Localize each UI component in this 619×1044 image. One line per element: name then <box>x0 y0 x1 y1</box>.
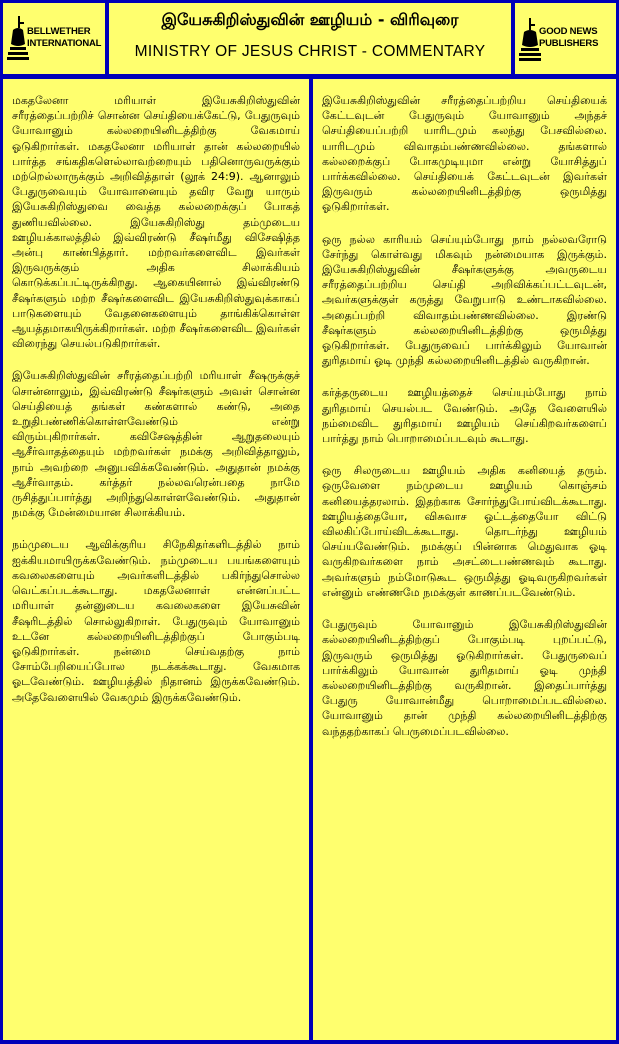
right-column <box>313 79 616 1040</box>
page-title-tamil: இயேசுகிறிஸ்துவின் ஊழியம் - விரிவுரை <box>161 10 459 29</box>
good-news-logo-text <box>539 26 613 50</box>
bellwether-logo-icon <box>7 14 29 62</box>
paragraph: மகதலேனா மரியாள் இயேசுகிறிஸ்துவின் சரீரத்தைப்பற்றிச் சொன்ன செய்தியைக்கேட்டு, பேதுருவும் யோவானும் கல்லறையினிடத்திற்கு வேகமாய் ஓடுகிறார்கள். மகதலேனா மரியாள் தான் கல்லறையில் பார்த்த சங்கதிகளெல்லாவற்றையும் பதினொருவருக்கும் மற்றெல்லாருக்கும் அறிவித்தாள் (லூக் 24:9). ஆனாலும் பேதுருவையும் யோவானையும் தவிர வேறு யாரும் இயேசுகிறிஸ்துவை வைத்த கல்லறைக்குப் போகத் துணியவில்லை. இயேசுகிறிஸ்து தம்முடைய ஊழியக்காலத்தில் இவ்விரண்டு சீஷர்மீது விசேஷித்த அன்பு காண்பித்தார். மற்றவர்களைவிட இவர்கள் இருவருக்கும் அதிக சிலாக்கியம் கொடுக்கப்பட்டிருக்கிறது. ஆகையினால் இவ்விரண்டு சீஷர்களும் மற்ற சீஷர்களைவிட இயேசுகிறிஸ்துவுக்காகப் பாடுகளையும் வேதனைகளையும் தாங்கிக்கொள்ள ஆயத்தமாகயிருக்கிறார்கள். மற்ற சீஷர்களைவிட இவர்கள் விரைந்து செயல்படுகிறார்கள். <box>12 94 300 351</box>
paragraph: கர்த்தருடைய ஊழியத்தைச் செய்யும்போது நாம் துரிதமாய் செயல்பட வேண்டும். அதே வேளையில் நம்மைவிட துரிதமாய் ஊழியம் செய்கிறவர்களைப் பார்த்து நாம் பொறாமைப்படவும் கூடாது. <box>322 386 607 446</box>
paragraph: பேதுருவும் யோவானும் இயேசுகிறிஸ்துவின் கல்லறையினிடத்திற்குப் போகும்படி புறப்பட்டு, இருவரும் ஒருமித்து ஓடுகிறார்கள். பேதுருவைப் பார்க்கிலும் யோவான் துரிதமாய் ஓடி முந்தி கல்லறையினிடத்திற்கு வருகிறான். இதைப்பார்த்து பேதுரு யோவான்மீது பொறாமைப்படவில்லை. யோவானும் தான் முந்தி கல்லறையினிடத்திற்கு வந்ததற்காகப் பெருமைப்படவில்லை. <box>322 618 607 738</box>
header-title-box <box>109 3 511 74</box>
paragraph: இயேசுகிறிஸ்துவின் சரீரத்தைப்பற்றிய செய்தியைக் கேட்டவுடன் பேதுருவும் யோவானும் அந்தச் செய்தியைப்பற்றி யாரிடமும் கலந்து பேசவில்லை. யாரிடமும் விவாதம்பண்ணவில்லை. தங்களால் கல்லறைக்குப் போகமுடியுமா என்று யோசித்துப் பார்க்கவில்லை. செய்தியைக் கேட்டவுடன் இவர்கள் இருவரும் கல்லறையினிடத்திற்கு ஒருமித்து ஓடுகிறார்கள். <box>322 94 607 214</box>
page-title-english: MINISTRY OF JESUS CHRIST - COMMENTARY <box>134 43 486 60</box>
bellwether-logo-text <box>27 26 101 50</box>
paragraph: ஒரு நல்ல காரியம் செய்யும்போது நாம் நல்லவரோடு சேர்ந்து கொள்வது மிகவும் நன்மையாக இருக்கும். இயேசுகிறிஸ்துவின் சீஷர்களுக்கு அவருடைய சரீரத்தைப்பற்றிய செய்தி அறிவிக்கப்பட்டவுடன், அவர்களுக்குள் கருத்து வேறுபாடு உண்டாகவில்லை. அதைப்பற்றி விவாதம்பண்ணவில்லை. இரண்டு சீஷர்களும் கல்லறையினிடத்திற்கு ஒருமித்து ஓடுகிறார்கள். பேதுருவைப் பார்க்கிலும் யோவான் துரிதமாய் ஓடி முந்தி கல்லறையினிடத்தில் வருகிறான். <box>322 232 607 368</box>
publisher-logo-left <box>3 3 105 74</box>
left-column <box>3 79 309 1040</box>
good-news-logo-icon <box>519 14 541 62</box>
logo-line-2: INTERNATIONAL <box>27 38 102 49</box>
good-news-logo <box>519 12 613 64</box>
paragraph: நம்முடைய ஆவிக்குரிய சிநேகிதர்களிடத்தில் நாம் ஐக்கியமாயிருக்கவேண்டும். நம்முடைய பயங்களையும் கவலைகளையும் அவர்களிடத்தில் பகிர்ந்துசொல்ல வெட்கப்படக்கூடாது. மகதலேனாள் என்னப்பட்ட மரியாள் தன்னுடைய கவலைகளை இயேசுவின் சீஷரிடத்தில் சொல்லுகிறாள். பேதுருவும் யோவானும் உடனே கல்லறையினிடத்திற்குப் போகும்படி ஓடுகிறார்கள். நன்மை செய்வதற்கு நாம் சோம்பேறியைப்போல நடக்கக்கூடாது. வேகமாக ஓடவேண்டும். ஊழியத்தில் நிதானம் இருக்கவேண்டும். அதேவேளையில் வேகமும் இருக்கவேண்டும். <box>12 538 300 704</box>
paragraph: இயேசுகிறிஸ்துவின் சரீரத்தைப்பற்றி மரியாள் சீஷருக்குச் சொன்னாலும், இவ்விரண்டு சீஷர்களும் அவள் சொன்ன செய்தியைத் தங்கள் கண்களால் கண்டு, அதை உறுதிபண்ணிக்கொள்ளவேண்டும் என்று விரும்புகிறார்கள். கவிசேஷத்தின் ஆறுதலையும் ஆசீர்வாதத்தையும் மற்றவர்கள் நமக்கு அறிவித்தாலும், நாம் அவற்றை அனுபவிக்கவேண்டும். அதுதான் நமக்கு ஆசீர்வாதம். கர்த்தர் நல்லவரென்பதை நாமே ருசித்துப்பார்த்து அறிந்துகொள்ளவேண்டும். அதுதான் நமக்கு மேன்மையான சிலாக்கியம். <box>12 369 300 520</box>
paragraph: ஒரு சிலருடைய ஊழியம் அதிக கனியைத் தரும். ஒருவேளை நம்முடைய ஊழியம் கொஞ்சம் கனியைத்தரலாம். இதற்காக சோர்ந்துபோய்விடக்கூடாது. ஊழியத்தையோ, விசுவாச ஓட்டத்தையோ விட்டு விலகிப்போய்விடக்கூடாது. தொடர்ந்து ஊழியம் செய்யவேண்டும். நமக்குப் பின்னாக மெதுவாக ஓடி வருகிறவர்களை நாம் அசட்டைபண்ணவும் கூடாது. அவர்களும் நம்மோடுகூட ஒருமித்து ஓடிவருகிறவர்கள் என்னும் எண்ணமே நமக்குள் காணப்படவேண்டும். <box>322 464 607 599</box>
publisher-logo-right <box>515 3 616 74</box>
bellwether-logo <box>7 12 101 64</box>
logo-line-1: BELLWETHER <box>27 26 91 37</box>
logo-line-1: GOOD NEWS <box>539 26 598 37</box>
logo-line-2: PUBLISHERS <box>539 38 599 49</box>
